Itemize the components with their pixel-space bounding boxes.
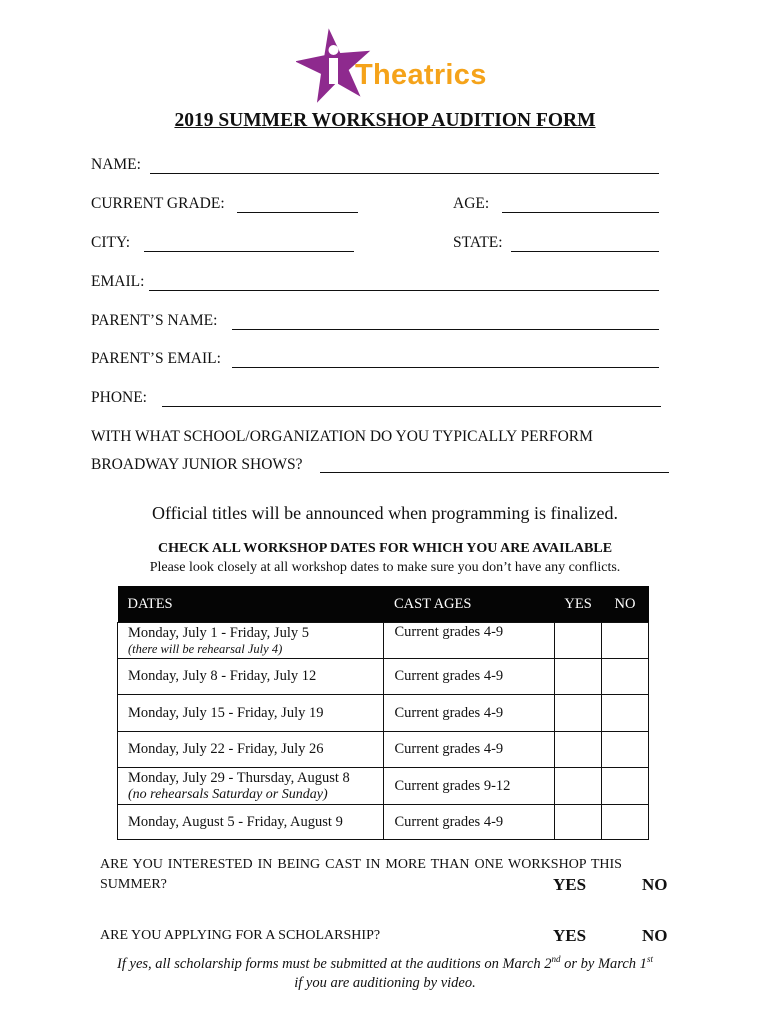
row-note: (no rehearsals Saturday or Sunday): [128, 786, 328, 802]
row-ages: Current grades 4-9: [384, 659, 555, 695]
current-grade-field[interactable]: [237, 212, 358, 213]
row-ages: Current grades 4-9: [384, 623, 555, 659]
footnote-sup: st: [646, 954, 653, 964]
city-label: CITY:: [91, 234, 131, 251]
row-dates: Monday, July 15 - Friday, July 19: [118, 695, 384, 732]
table-header-row: [118, 586, 649, 623]
email-label: EMAIL:: [91, 273, 145, 290]
logo-wordmark: Theatrics: [355, 59, 487, 91]
no-checkbox[interactable]: [602, 732, 649, 768]
row-ages: Current grades 4-9: [384, 695, 555, 732]
header-cast-ages: CAST AGES: [384, 586, 555, 623]
header-yes: YES: [555, 586, 602, 623]
yes-checkbox[interactable]: [555, 768, 602, 805]
state-label: STATE:: [453, 234, 503, 251]
scholarship-yes-option[interactable]: YES: [553, 926, 587, 945]
workshop-dates-table: [117, 586, 649, 840]
row-dates: Monday, July 8 - Friday, July 12: [118, 659, 384, 695]
school-question-line1: WITH WHAT SCHOOL/ORGANIZATION DO YOU TYPICALLY PERFORM: [91, 428, 593, 445]
scholarship-no-option[interactable]: NO: [642, 926, 668, 945]
phone-field[interactable]: [162, 406, 661, 407]
state-field[interactable]: [511, 251, 659, 252]
name-field[interactable]: [150, 173, 659, 174]
no-checkbox[interactable]: [602, 768, 649, 805]
row-dates: [118, 623, 384, 659]
school-question-line2: BROADWAY JUNIOR SHOWS?: [91, 456, 303, 473]
row-dates-text: Monday, July 1 - Friday, July 5: [128, 624, 309, 641]
theatrics-logo: [296, 28, 496, 104]
phone-label: PHONE:: [91, 389, 147, 406]
school-field[interactable]: [320, 472, 669, 473]
multi-cast-question-line2: SUMMER?: [100, 877, 167, 892]
no-checkbox[interactable]: [602, 659, 649, 695]
parents-name-label: PARENT’S NAME:: [91, 312, 218, 329]
footnote-line2: if you are auditioning by video.: [294, 974, 476, 991]
no-checkbox[interactable]: [602, 623, 649, 659]
no-checkbox[interactable]: [602, 695, 649, 732]
row-dates: Monday, July 22 - Friday, July 26: [118, 732, 384, 768]
scholarship-footnote: [0, 950, 770, 993]
yes-checkbox[interactable]: [555, 623, 602, 659]
age-label: AGE:: [453, 195, 490, 212]
table-row: [118, 623, 649, 659]
email-field[interactable]: [149, 290, 659, 291]
parents-email-label: PARENT’S EMAIL:: [91, 350, 221, 367]
age-field[interactable]: [502, 212, 659, 213]
table-row: [118, 695, 649, 732]
scholarship-question: ARE YOU APPLYING FOR A SCHOLARSHIP?: [100, 928, 381, 943]
multi-cast-no-option[interactable]: NO: [642, 875, 668, 894]
parents-email-field[interactable]: [232, 367, 659, 368]
header-no: NO: [602, 586, 649, 623]
row-ages: Current grades 9-12: [384, 768, 555, 805]
row-ages: Current grades 4-9: [384, 732, 555, 768]
yes-checkbox[interactable]: [555, 659, 602, 695]
row-dates: Monday, August 5 - Friday, August 9: [118, 805, 384, 840]
row-ages: Current grades 4-9: [384, 805, 555, 840]
table-row: [118, 805, 649, 840]
check-dates-heading: CHECK ALL WORKSHOP DATES FOR WHICH YOU ARE AVAILABLE: [157, 541, 613, 556]
table-row: [118, 768, 649, 805]
check-dates-subheading: Please look closely at all workshop dates to make sure you don’t have any conflicts.: [149, 560, 621, 575]
no-checkbox[interactable]: [602, 805, 649, 840]
row-note: (there will be rehearsal July 4): [128, 641, 283, 656]
name-label: NAME:: [91, 156, 141, 173]
multi-cast-yes-option[interactable]: YES: [553, 875, 587, 894]
table-row: [118, 659, 649, 695]
yes-checkbox[interactable]: [555, 732, 602, 768]
footnote-text: or by March 1: [560, 955, 647, 972]
footnote-sup: nd: [551, 954, 561, 964]
table-row: [118, 732, 649, 768]
page-title: 2019 SUMMER WORKSHOP AUDITION FORM: [174, 110, 596, 131]
row-dates-text: Monday, July 29 - Thursday, August 8: [128, 769, 350, 786]
yes-checkbox[interactable]: [555, 695, 602, 732]
programming-notice: Official titles will be announced when programming is finalized.: [151, 503, 619, 523]
city-field[interactable]: [144, 251, 354, 252]
footnote-text: If yes, all scholarship forms must be submitted at the auditions on March 2: [117, 955, 552, 972]
row-dates: [118, 768, 384, 805]
current-grade-label: CURRENT GRADE:: [91, 195, 225, 212]
parents-name-field[interactable]: [232, 329, 659, 330]
header-dates: DATES: [118, 586, 384, 623]
yes-checkbox[interactable]: [555, 805, 602, 840]
multi-cast-question-line1: ARE YOU INTERESTED IN BEING CAST IN MORE THAN ONE WORKSHOP THIS: [100, 857, 622, 872]
